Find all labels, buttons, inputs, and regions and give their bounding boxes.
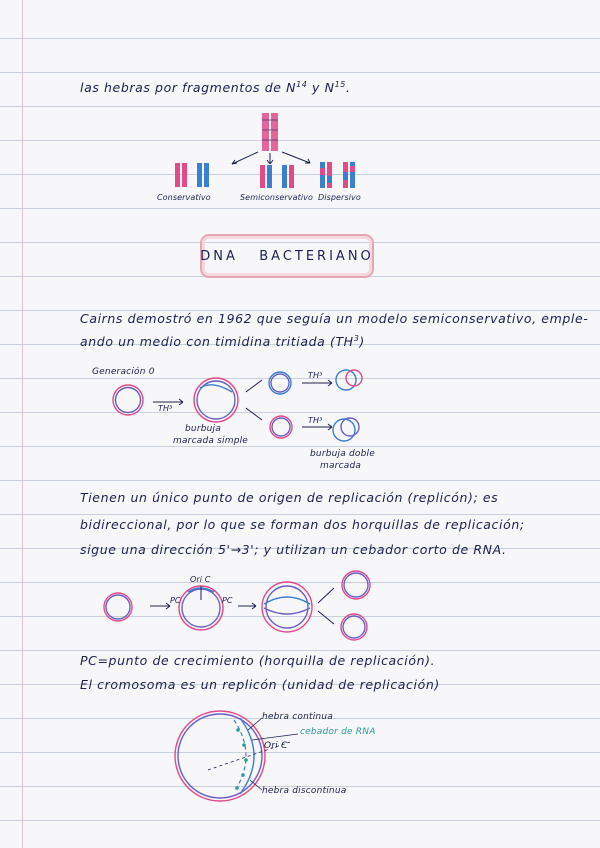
semiconservative-label: Semiconservativo	[240, 193, 313, 202]
bubble-double-label-2: marcada	[320, 461, 362, 471]
parent-circle	[113, 385, 143, 415]
semiconservative-model-icon	[260, 165, 294, 188]
paragraph-line-1: Tienen un único punto de origen de replicación (replicón); es	[80, 490, 499, 505]
intro-text: las hebras por fragmentos de N	[80, 80, 297, 96]
n15-superscript: 15	[334, 80, 346, 89]
tritium-superscript: 3	[353, 334, 360, 343]
cairns-diagram	[113, 370, 362, 441]
th3-label-3: TH³	[308, 416, 323, 425]
th3-label-2: TH³	[308, 371, 323, 380]
oric-label-1: Ori C	[190, 575, 211, 584]
pc-definition-line: PC=punto de crecimiento (horquilla de replicación).	[80, 653, 436, 668]
cairns-line-1: Cairns demostró en 1962 que seguía un modelo semiconservativo, emple-	[80, 311, 589, 326]
bubble-double-label-1: burbuja doble	[310, 449, 375, 459]
generation-0-label: Generación 0	[92, 367, 155, 377]
cairns-line-2	[80, 334, 365, 349]
bubble-simple-label-2: marcada simple	[173, 436, 249, 446]
bubble-simple-label-1: burbuja	[185, 424, 221, 434]
pc-left-label: PC	[170, 596, 181, 605]
model-arrows	[232, 152, 310, 164]
chromosome-line: El cromosoma es un replicón (unidad de replicación)	[80, 677, 440, 692]
pc-right-label: PC	[222, 596, 233, 605]
rna-primer-label: cebador de RNA	[300, 727, 376, 737]
section-title-box	[200, 234, 374, 278]
bubble-simple-circle	[194, 378, 238, 422]
continuous-strand-label: hebra continua	[262, 712, 333, 722]
paragraph-line-2: bidireccional, por lo que se forman dos horquillas de replicación;	[80, 517, 525, 532]
oric-label-2: Ori C	[264, 741, 288, 751]
discontinuous-strand-label: hebra discontinua	[262, 786, 347, 796]
cairns-line-2-text: ando un medio con timidina tritiada (TH	[80, 334, 354, 350]
parent-dna-icon	[262, 113, 278, 151]
cairns-line-2-end: )	[359, 334, 365, 350]
paragraph-line-3: sigue una dirección 5'→3'; y utilizan un cebador corto de RNA.	[80, 542, 507, 557]
intro-end: .	[345, 80, 351, 96]
origin-diagram	[104, 571, 370, 640]
conservative-model-icon	[175, 163, 209, 187]
th3-label-1: TH³	[158, 404, 173, 413]
intro-mid: y N	[307, 80, 335, 96]
dispersive-model-icon	[320, 162, 355, 188]
n14-superscript: 14	[296, 80, 308, 89]
conservative-label: Conservativo	[157, 193, 211, 202]
dispersive-label: Dispersivo	[318, 193, 361, 202]
section-title: DNA BACTERIANO	[200, 248, 374, 264]
